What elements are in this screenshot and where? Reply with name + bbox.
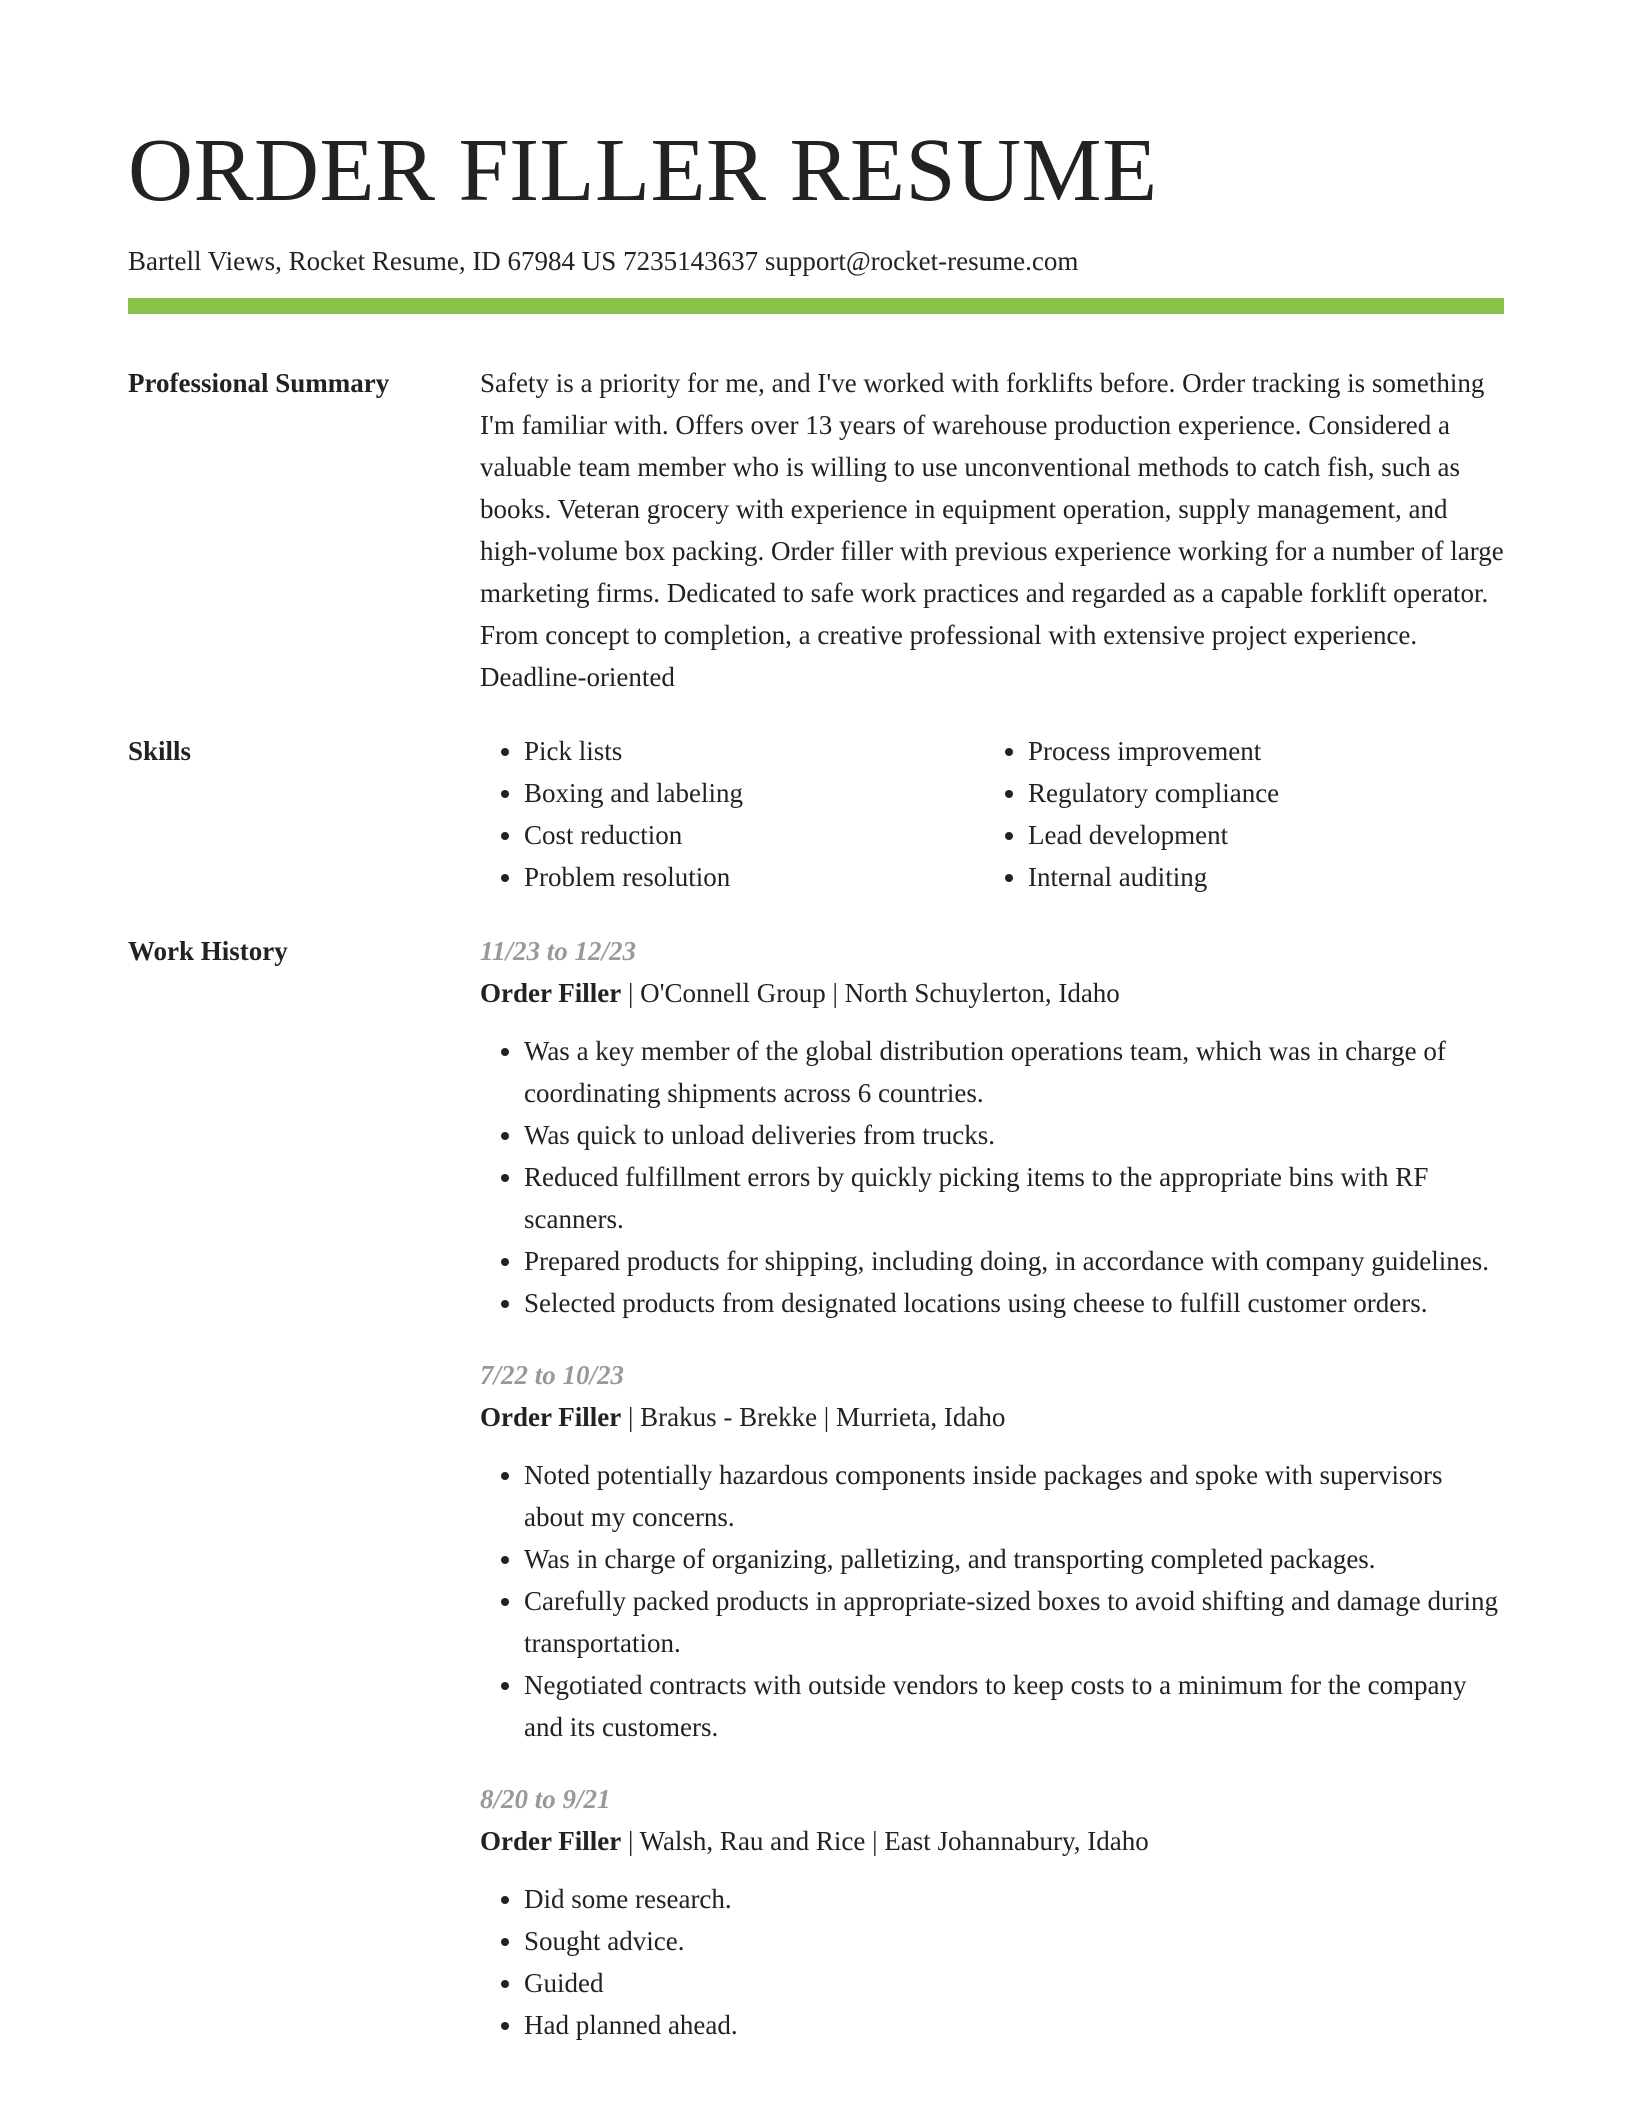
contact-line: Bartell Views, Rocket Resume, ID 67984 US 7235143637 support@rocket-resume.com — [128, 246, 1079, 276]
skill-item: • Boxing and labeling — [524, 772, 984, 814]
job-title: Order Filler — [480, 978, 622, 1008]
job-entry — [480, 930, 1504, 1324]
skills-list-left — [480, 730, 984, 898]
skills-section — [128, 730, 1504, 898]
job-bullet: • Prepared products for shipping, including doing, in accordance with company guidelines. — [524, 1240, 1504, 1282]
work-history-body — [480, 930, 1504, 2046]
section-label-summary: Professional Summary — [128, 368, 390, 398]
summary-text: Safety is a priority for me, and I've worked with forklifts before. Order tracking is something I'm familiar with. Offers over 13 years of warehouse production experience. Considered a valuable team member who is willing to use unconventional methods to catch fish, such as books. Veteran grocery with experience in equipment operation, supply management, and high-volume box packing. Order filler with previous experience working for a number of large marketing firms. Dedicated to safe work practices and regarded as a capable forklift operator. From concept to completion, a creative professional with extensive project experience. Deadline-oriented — [480, 368, 1504, 692]
skills-columns — [480, 730, 1504, 898]
skill-item: • Lead development — [1028, 814, 1488, 856]
resume-title: ORDER FILLER RESUME — [128, 121, 1158, 220]
header-divider — [128, 298, 1504, 314]
job-dates: 8/20 to 9/21 — [480, 1784, 611, 1814]
skill-item: • Process improvement — [1028, 730, 1488, 772]
job-bullet: • Sought advice. — [524, 1920, 1504, 1962]
summary-body — [480, 362, 1504, 698]
work-history-section — [128, 930, 1504, 2046]
skill-item: • Problem resolution — [524, 856, 984, 898]
job-bullet-list — [480, 1030, 1504, 1324]
skill-item: • Cost reduction — [524, 814, 984, 856]
job-bullet: • Reduced fulfillment errors by quickly picking items to the appropriate bins with RF scanners. — [524, 1156, 1504, 1240]
section-label-skills: Skills — [128, 736, 192, 766]
job-bullet: • Was quick to unload deliveries from trucks. — [524, 1114, 1504, 1156]
job-bullet: • Had planned ahead. — [524, 2004, 1504, 2046]
job-heading — [480, 1820, 1504, 1862]
job-company-location: | Walsh, Rau and Rice | East Johannabury, Idaho — [621, 1826, 1149, 1856]
skill-item: • Pick lists — [524, 730, 984, 772]
job-title: Order Filler — [480, 1826, 622, 1856]
job-dates: 7/22 to 10/23 — [480, 1360, 625, 1390]
job-bullet: • Was a key member of the global distribution operations team, which was in charge of coordinating shipments across 6 countries. — [524, 1030, 1504, 1114]
job-heading — [480, 1396, 1504, 1438]
skills-body — [480, 730, 1504, 898]
skill-item: • Internal auditing — [1028, 856, 1488, 898]
job-bullet: • Did some research. — [524, 1878, 1504, 1920]
job-bullet: • Selected products from designated locations using cheese to fulfill customer orders. — [524, 1282, 1504, 1324]
job-title: Order Filler — [480, 1402, 622, 1432]
section-label-work-history: Work History — [128, 936, 288, 966]
job-entry — [480, 1354, 1504, 1748]
job-heading — [480, 972, 1504, 1014]
job-bullet-list — [480, 1454, 1504, 1748]
job-bullet: • Was in charge of organizing, palletizing, and transporting completed packages. — [524, 1538, 1504, 1580]
job-bullet: • Carefully packed products in appropriate-sized boxes to avoid shifting and damage during transportation. — [524, 1580, 1504, 1664]
resume-page — [128, 0, 1504, 2046]
job-bullet: • Negotiated contracts with outside vendors to keep costs to a minimum for the company and its customers. — [524, 1664, 1504, 1748]
professional-summary-section — [128, 362, 1504, 698]
job-dates: 11/23 to 12/23 — [480, 936, 637, 966]
job-bullet-list — [480, 1878, 1504, 2046]
skill-item: • Regulatory compliance — [1028, 772, 1488, 814]
skills-list-right — [984, 730, 1488, 898]
job-bullet: • Guided — [524, 1962, 1504, 2004]
job-bullet: • Noted potentially hazardous components inside packages and spoke with supervisors about my concerns. — [524, 1454, 1504, 1538]
job-company-location: | O'Connell Group | North Schuylerton, Idaho — [621, 978, 1120, 1008]
job-entry — [480, 1778, 1504, 2046]
job-company-location: | Brakus - Brekke | Murrieta, Idaho — [621, 1402, 1006, 1432]
